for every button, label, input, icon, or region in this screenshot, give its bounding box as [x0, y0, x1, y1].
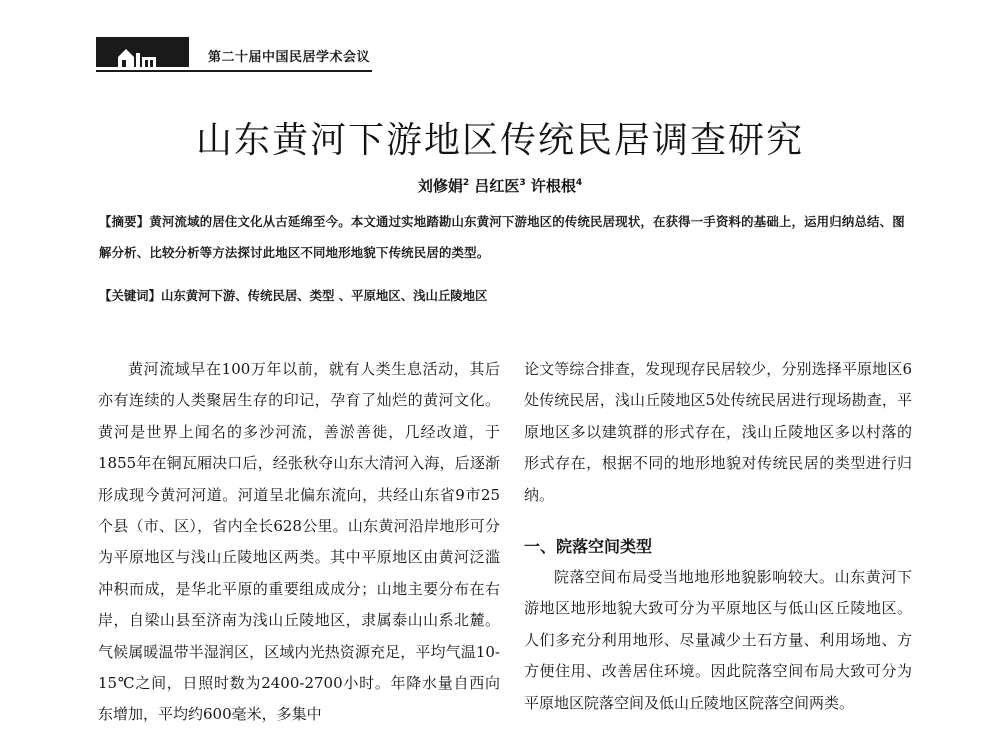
method-paragraph: 论文等综合排查，发现现存民居较少，分别选择平原地区6处传统民居，浅山丘陵地区5处传统民居进行现场勘查，平原地区多以建筑群的形式存在，浅山丘陵地区多以村落的形式存在，根据不同的地形地貌对传统民居的类型进行归纳。 — [524, 360, 912, 504]
author-name: 许根根 — [530, 177, 576, 195]
abstract-label: 【摘要】 — [99, 214, 150, 229]
conference-name: 第二十届中国民居学术会议 — [208, 50, 371, 65]
keywords — [99, 284, 914, 308]
author-list — [0, 175, 1000, 196]
abstract — [99, 206, 914, 268]
author-affiliation-mark: 2 — [462, 178, 470, 188]
paper-title: 山东黄河下游地区传统民居调查研究 — [195, 120, 804, 161]
keywords-label: 【关键词】 — [99, 288, 161, 303]
right-column — [524, 354, 912, 719]
author-name: 刘修娟 — [417, 177, 463, 195]
conference-header — [96, 37, 372, 71]
abstract-text: 黄河流域的居住文化从古延绵至今。本文通过实地踏勘山东黄河下游地区的传统民居现状，在获得一手资料的基础上，运用归纳总结、图解分析、比较分析等方法探讨此地区不同地形地貌下传统民居的类型。 — [99, 214, 905, 260]
house-logo-icon — [96, 37, 189, 71]
header-rule — [96, 70, 372, 72]
keywords-text: 山东黄河下游、传统民居、类型 、平原地区、浅山丘陵地区 — [160, 288, 488, 303]
section-heading: 一、院落空间类型 — [524, 537, 653, 557]
intro-paragraph: 黄河流域早在100万年以前，就有人类生息活动，其后亦有连续的人类聚居生存的印记，孕育了灿烂的黄河文化。黄河是世界上闻名的多沙河流，善淤善徙，几经改道，于1855年在铜瓦厢决口后，经张秋夺山东大清河入海，后逐渐形成现今黄河河道。河道呈北偏东流向，共经山东省9市25个县（市、区），省内全长628公里。山东黄河沿岸地形可分为平原地区与浅山丘陵地区两类。其中平原地区由黄河泛滥冲积而成，是华北平原的重要组成成分；山地主要分布在右岸，自梁山县至济南为浅山丘陵地区，隶属泰山山系北麓。气候属暖温带半湿润区，区域内光热资源充足，平均气温10-15℃之间，日照时数为2400-2700小时。年降水量自西向东增加，平均约600毫米，多集中 — [98, 360, 500, 724]
author-affiliation-mark: 3 — [519, 178, 526, 188]
author-name: 吕红医 — [474, 177, 520, 195]
author-affiliation-mark: 4 — [575, 178, 583, 188]
section-paragraph: 院落空间布局受当地地形地貌影响较大。山东黄河下游地区地形地貌大致可分为平原地区与低山区丘陵地区。人们多充分利用地形、尽量减少土石方量、利用场地、方方便住用、改善居住环境。因此院落空间布局大致可分为平原地区院落空间及低山丘陵地区院落空间两类。 — [524, 568, 912, 712]
left-column — [98, 354, 500, 731]
